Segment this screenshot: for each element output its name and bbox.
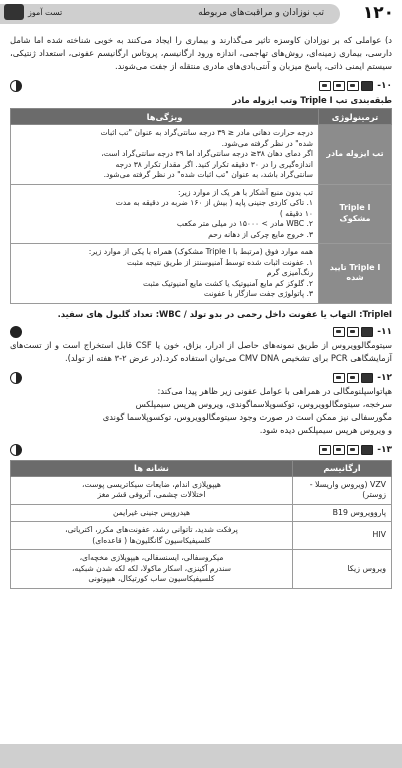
source-tag-icon [319,445,331,455]
source-tag-icon [347,373,359,383]
features-cell: همه موارد فوق (مرتبط با Triple I مشکوک) همراه با یکی از موارد زیر: ۱. عفونت اثبات شده توسط آمنیوسنتز از طریق نتیجه مثبت رنگ‌آمیزی گرم ۲. گلوکز کم مایع آمنیوتیک یا کشت مایع آمنیوتیک مثبت ۳. پاتولوژی جفت سازگار با عفونت [11,244,319,304]
difficulty-half-icon [10,372,22,384]
fever-classification-table [10,108,392,304]
table-header-signs: نشانه ها [11,460,293,476]
table-row [11,125,392,185]
organism-cell: ویروس زیکا [293,550,392,589]
source-tag-icon [361,327,373,337]
question-10-number-wrap [319,81,392,91]
source-tag-icon [333,327,345,337]
source-tags [319,445,373,455]
table-row [11,522,392,550]
question-13-number: ۱۳- [377,444,392,455]
term-cell: Triple I تایید شده [319,244,392,304]
page-number: ۱۲۰ [362,3,394,23]
question-11-number: ۱۱- [377,326,392,337]
source-tag-icon [347,445,359,455]
difficulty-half-icon [10,444,22,456]
term-cell: تب ایزوله مادر [319,125,392,185]
signs-cell: هیپوپلازی اندام، ضایعات سیکاتریسی پوست، اختلالات چشمی، آتروفی قشر مغز [11,476,293,504]
term-cell: Triple I مشکوک [319,184,392,244]
brand-name: تست آموز [28,8,63,17]
page-header [0,0,402,30]
question-12-number: ۱۲- [377,372,392,383]
table-footnote: TripleI: التهاب یا عفونت داخل رحمی در بدو تولد / WBC: تعداد گلبول های سفید. [57,308,392,319]
source-tag-icon [361,81,373,91]
features-cell: درجه حرارت دهانی مادر ≤ ۳۹ درجه سانتی‌گراد به عنوان "تب اثبات شده" در نظر گرفته می‌شود. اگر دمای دهان ۳۸≤ درجه سانتی‌گراد اما ۳۹ درجه سانتی‌گراد است، اندازه‌گیری را در ۳۰ دقیقه تکرار کنید. اگر مقدار تکرار ۳۸ درجه سانتی‌گراد باشد، به عنوان "تب اثبات شده" در نظر گرفته می‌شود. [11,125,319,185]
question-11-paragraph: سیتومگالوویروس از طریق نمونه‌های حاصل از ادرار، بزاق، خون یا CSF قابل استخراج است و از تست‌های آزمایشگاهی PCR برای تشخیص CMV DNA می‌توان استفاده کرد.(در عرض ۲-۳ هفته از تولد). [10,339,392,363]
question-12-number-wrap [333,373,392,383]
brand-logo-icon [4,4,24,20]
table-caption: طبقه‌بندی تب Triple I وتب ایزوله مادر [232,95,392,105]
organism-cell: HIV [293,522,392,550]
features-cell: تب بدون منبع آشکار با هر یک از موارد زیر: ۱. تاکی کاردی جنینی پایه ( بیش از ۱۶۰ ضربه در دقیقه به مدت ۱۰ دقیقه ) ۲. WBC مادر > ۱۵۰۰۰ در میلی متر مکعب ۳. خروج مایع چرکی از دهانه رحم [11,184,319,244]
table-header-terminology: ترمینولوژی [319,109,392,125]
difficulty-full-icon [10,326,22,338]
question-12-header [10,371,392,385]
question-11-number-wrap [333,327,392,337]
footer-bar [0,744,402,768]
chapter-title: تب نوزادان و مراقبت‌های مربوطه [198,8,324,18]
source-tag-icon [347,327,359,337]
organism-cell: پاروویروس B19 [293,504,392,522]
table-row [11,476,392,504]
signs-cell: پرفکت شدید، تاتوانی رشد، عفونت‌های مکرر، اکتریاتی، کلسیفیکاسیون گانگلیون‌ها ( قاعده‌ای) [11,522,293,550]
signs-cell: هیدروپس جنینی غیرایمن [11,504,293,522]
source-tag-icon [333,373,345,383]
question-10-number: ۱۰- [377,81,392,91]
table-header-features: ویژگی‌ها [11,109,319,125]
question-10-header [10,79,392,93]
page-content [10,34,392,589]
table-row [11,184,392,244]
question-13-header [10,443,392,457]
source-tags [333,373,373,383]
intro-paragraph: د) عواملی که بر نوزادان کاوسزه تاثیر می‌گذارند و بیماری را ایجاد می‌کنند به خوبی شناخته شده اما شامل دارسی، بیماری زمینه‌ای، روش‌های تهاجمی، اندازه ورود ارگانیسم، پروتاس ارگانیسم عفونی، استعداد ژنتیکی، سیستم ایمنی ذاتی، پاسخ میزبان و آنتی‌بادی‌های مادری منتقله از جفت می‌شوند. [10,35,392,71]
source-tag-icon [319,81,331,91]
table-header-organism: ارگانیسم [293,460,392,476]
signs-cell: میکروسفالی، ایسنسفالی، هیپوپلازی مخچه‌ای، سندرم آکینزی، اسکار ماکولا، لکه لکه شدن شبکیه، کلسیفیکاسیون ساب کورتیکال، هیپوتونی [11,550,293,589]
question-11-header [10,325,392,339]
source-tags [319,81,373,91]
difficulty-half-icon [10,80,22,92]
table-row [11,550,392,589]
question-12-text: هپاتواسپلنومگالی در همراهی با عوامل عفونی زیر ظاهر پیدا می‌کند: سرخجه، سیتومگالوویروس، توکسوپلاسماگوندی، ویروس هرپس سیمپلکس مگورسفالی نیز ممکن است در صورت وجود سیتومگالوویروس، توکسوپلاسما گوندی و ویروس هرپس سیمپلکس دیده شود. [102,385,392,435]
source-tag-icon [361,445,373,455]
source-tag-icon [347,81,359,91]
question-13-number-wrap [319,445,392,455]
table-row [11,504,392,522]
source-tag-icon [333,445,345,455]
organism-signs-table [10,460,392,589]
organism-cell: VZV (ویروس واریسلا - زوستر) [293,476,392,504]
table-row [11,244,392,304]
source-tag-icon [333,81,345,91]
source-tag-icon [361,373,373,383]
source-tags [333,327,373,337]
